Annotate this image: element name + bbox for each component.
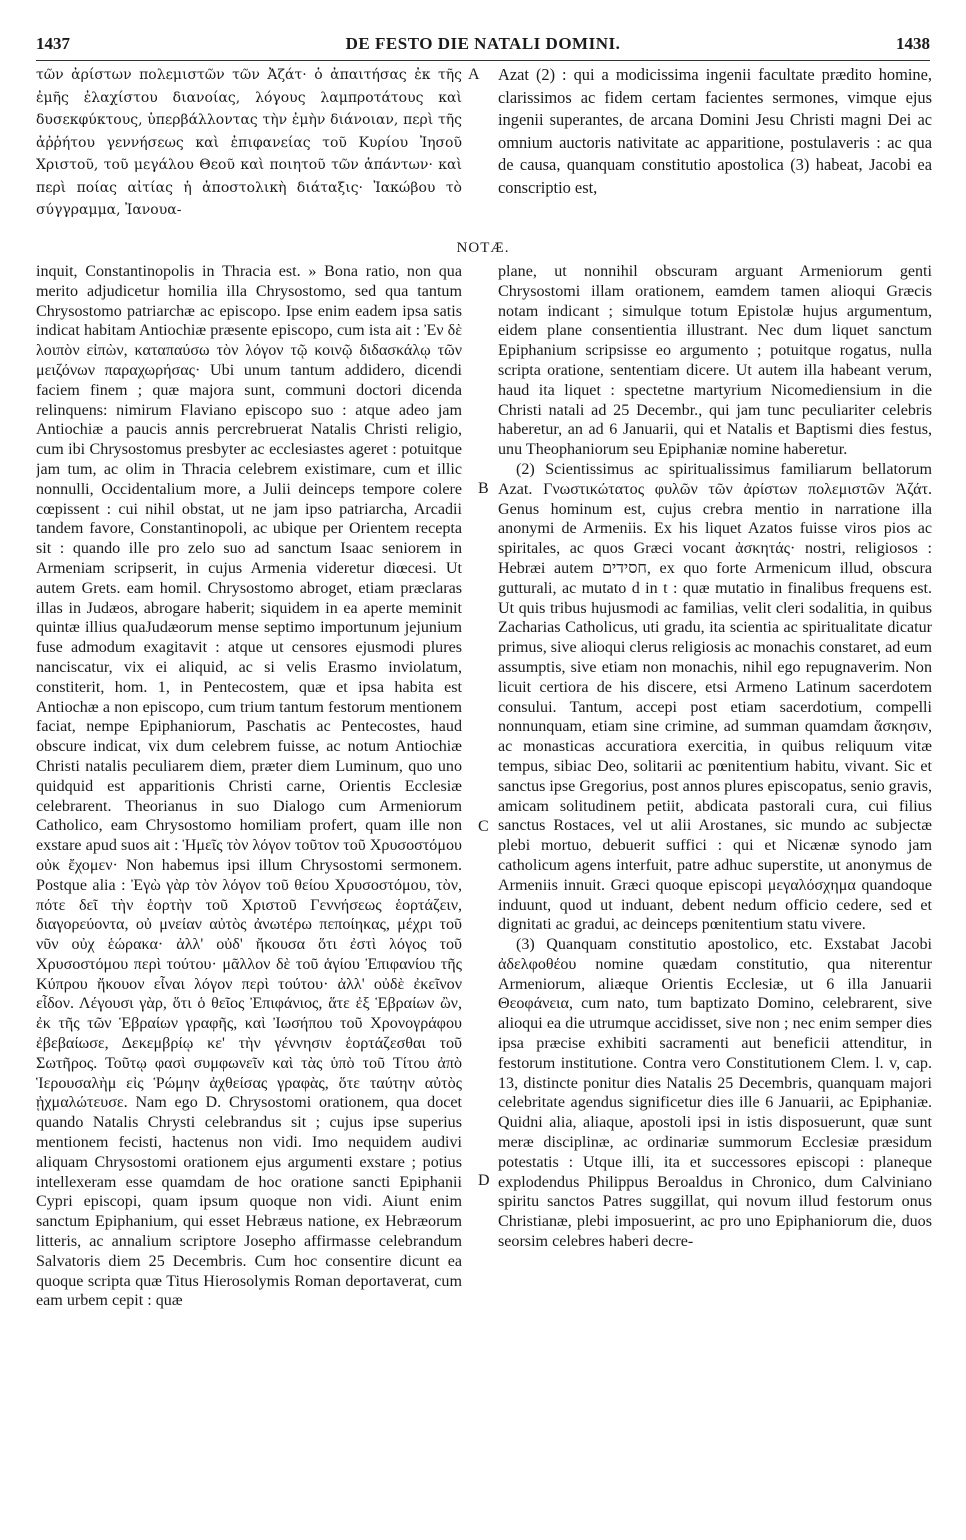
margin-letter-d: D: [478, 1172, 490, 1189]
left-page-number: 1437: [36, 34, 70, 53]
note-paragraph: (3) Quanquam constitutio apostolico, etc. Exstabat Jacobi ἀδελφοθέου nomine quædam constitutio, qua niterentur Armeniorum, aliæque Orientis Ecclesiæ, ut 6 illa Januarii Θεοφάνεια, cum nato, tum baptizato Domino, celebrarent, sive alioqui ea die utrumque accidisset, sive non ; nec enim semper dies ipsa præcise exhibiti sacramenti aut beneficii attenditur, in festorum institutione. Contra vero Constitutionem Clem. l. v, cap. 13, distincte ponitur dies Natalis 25 Decembris, quanquam majori celebritate agendus significetur dies ille 6 Januarii, ac Epiphaniæ. Quidni alia, aliaque, apostoli ipsi in istis disposuerunt, quæ sunt meræ disciplinæ, ac ordinariæ summorum Ecclesiæ præsidum potestatis : Utque illi, ita et successores episcopi : planeque explodendus Philippus Beroaldus in Chronico, dum Calviniano spiritu sanctos Patres suggillat, qui novum illud festorum onus Christianæ, plebi imposuerint, ac pro uno Epiphaniorum die, duos seorsim celebres haberi decre-: [498, 936, 932, 1251]
margin-letter-b: B: [478, 480, 489, 497]
note-paragraph: (2) Scientissimus ac spiritualissimus familiarum bellatorum Azat. Γνωστικώτατος φυλῶν τῶν ἀρίστων πολεμιστῶν Ἀζάτ. Genus hominum est, cujus crebra mentio in narratione illa anonymi de Armeniis. Ex his liquet Azatos fuisse viros pios ac spiritales, ac quos Græci vocant ἀσκητάς· nostri, religiosos : Hebræi autem חסידים, ex quo forte Armenicum illud, obscura gutturali, ac mutato d in t : quæ mutatio in finalibus frequens est. Ut quis tribus hujusmodi ac familias, velit cleri sodalitia, in quibus Zacharias Catholicus, uti gradu, ita scientia ac spiritualitate dicatur primus, sive alioqui clerus religiosis ac monachis constaret, ad eum assumptis, sive etiam non monachis, nihil ego repugnaverim. Non licuit certiora de his discere, etsi Armeno Latinum sacerdotem consului. Tantum, accepi post etiam sacerdotium, compelli nonnunquam, etiam sine crimine, ad summan quamdam ἄσκησιν, ac monasticas accuratiora exercitia, in quibus reliquum vitæ tempus, sibiac Deo, solitarii ac pœnitentium habitu, vivant. Sic et sanctus ipse Gregorius, post annos plures episcopatus, senio gravis, amicam solitudinem petiit, abdicata pastorali cura, cui filius sanctus Rostaces, vel ut alii Arostanes, sic mundo ac subjectæ plebi mortuo, debuerit suffici : qui et Nicænæ synodo jam catholicum agens interfuit, patre adhuc superstite, ut anonymus de Armeniis innuit. Græci quoque episcopi μεγαλόσχημα quandoque induunt, quod ut induant, debent nedum officio cedere, sed et dignitati ac gradui, ac deinceps pœnitentium statu vivere.: [498, 460, 932, 934]
margin-letter-c: C: [478, 818, 489, 835]
running-title: DE FESTO DIE NATALI DOMINI.: [345, 34, 621, 53]
notae-heading: NOTÆ.: [456, 240, 510, 256]
margin-letter-a: A: [468, 66, 480, 83]
note-paragraph: plane, ut nonnihil obscuram arguant Armeniorum genti Chrysostomi illam orationem, eamdem tamen alioqui Græcis notam indicant ; simulque totum Epistolæ hujus argumentum, eidem plane consentientia illustrant. Nec dum liquet sanctum Epiphanium scripsisse eo argumento ; potuitque rogatus, nulla scripta oratione, sententiam dicere. Ut autem illa habeant verum, haud ita liquet : spectetne martyrium Nicomediensium in die Christi natali ad 25 Decembr., qui jam tunc peculiariter celebris haberetur, an ad 6 Januarii, qui et Natalis et Baptismi dies festus, unu Theophaniorum seu Epiphaniæ nomine haberetur.: [498, 263, 932, 459]
latin-translation-column: Azat (2) : qui a modicissima ingenii facultate prædito homine, clarissimos ac fidem certam facientes sermones, vimque ejus ingenii superantes, de arcana Domini Jesu Christi magni Dei ac omnium auctoris nativitate ac apparitione, postulaveris : ac qua de causa, quanquam constitutio apostolica (3) habeat, Jacobi ea conscriptio est,: [498, 65, 932, 197]
header-rule: [36, 60, 930, 61]
notes-left-column: [36, 262, 462, 1514]
note-paragraph: inquit, Constantinopolis in Thracia est. » Bona ratio, non qua merito adjudicetur homilia illa Chrysostomo, sed qua tantum Chrysostomo patriarchæ ac episcopo. Ipse enim eadem ipsa satis indicat habitam Antiochiæ præsente episcopo, cum ista ait : Ἐν δὲ λοιπὸν εἰπὼν, καταπαύσω τὸν λόγον τῷ κοινῷ διδασκάλῳ τῶν μειζόνων παραχωρήσας· Ubi unum tantum addidero, dicendi faciem finem ; quæ majora sunt, communi doctori dicenda relinquens: nimirum Flaviano episcopo suo : atque adeo jam Antiochiæ a paucis annis percrebruerat Natalis Christi religio, cum ibi Chrysostomus presbyter ac ecclesiastes ageret : potuitque jam tum, ac olim in Thracia celebrem existimare, cum et illic nonnulli, Occidentalium more, a Julii deinceps tempore colere cœpissent : cui nihil obstat, ut ne jam ipso patriarcha, Arcadii tandem favore, Constantinopoli, ac ubique per Orientem recepta sit : quando ille pro zelo suo ad sanctum Isaac seniorem in Armeniam scripserit, in cujus Armenia videretur diœcesi. Ut autem Grets. eam homil. Chrysostomo abroget, etiam præclaras illas in Judæos, abrogare haberit; siquidem in ea aperte meminit quintæ illius quaJudæorum mense septimo importunum jejunium fuse admodum exagitavit : atque ut censores ejusmodi plures nanciscatur, vix ei aliquid, ac si velis Erasmo inviolatum, constiterit, hom. 1, in Pentecostem, quæ et ipsa habita est Antiochæ a non episcopo, cum trium tantum festorum mentionem faciat, nempe Epiphaniorum, Paschatis ac Pentecostes, haud obscure indicat, vix dum celebrem fuisse, ac notum Antiochiæ Christi natalis peculiarem diem, præter diem Luminum, quo uno quidquid est apparitionis Christi carne, Orientis Ecclesiæ celebrarent. Theorianus in suo Dialogo cum Armeniorum Catholico, eam Chrysostomo homiliam profert, quam ille non exstare apud suos ait : Ἡμεῖς τὸν λόγον τοῦτον τοῦ Χρυσοστόμου οὐκ ἔχομεν· Non habemus ipsi illum Chrysostomi sermonem. Postque alia : Ἐγὼ γὰρ τὸν λόγον τοῦ θείου Χρυσοστόμου, τὸν, πότε δεῖ τὴν ἑορτὴν τοῦ Χριστοῦ Γεννήσεως ἑορτάζειν, διαγορεύοντα, οὐ μνείαν αὐτὸς ἀνωτέρω πεποίηκας, μέχρι τοῦ νῦν οὐχ ἑώρακα· ἀλλ' οὐδ' ἤκουσα ὅτι ἐστὶ λόγος τοῦ Χρυσοστόμου περὶ τούτου· μᾶλλον δὲ τοῦ ἁγίου Ἐπιφανίου τῆς Κύπρου ἤκουον εἶναι λόγον περὶ τούτου· ἀλλ' οὐδὲ ἐκεῖνον εἶδον. Λέγουσι γὰρ, ὅτι ὁ θεῖος Ἐπιφάνιος, ἅτε ἐξ Ἑβραίων ὢν, ἐκ τῆς τῶν Ἑβραίων γραφῆς, καὶ Ἰωσήπου τοῦ Χρονογράφου ἐβεβαίωσε, Δεκεμβρίῳ κε' τὴν γέννησιν ἑορτάζεσθαι τοῦ Σωτῆρος. Τοῦτῳ φασὶ συμφωνεῖν καὶ τὰς ὑπὸ τοῦ Τίτου ἀπὸ Ἱερουσαλὴμ εἰς Ῥώμην ἀχθείσας γραφὰς, ὅτε ταύτην αὐτὸς ᾐχμαλώτευσε. Nam ego D. Chrysostomi orationem, qua docet quando Natalis Chrysti celebrandus sit ; cujus ipse superius mentionem fecisti, hactenus non vidi. Imo nequidem audivi aliquam Chrysostomi orationem ejus argumenti exstare ; potius intellexeram esse quamdam de hoc oratione sancti Epiphanii Cypri episcopi, quam ipsum quoque non vidi. Aiunt enim sanctum Epiphanium, qui esset Hebræus natione, ex Hebræorum litteris, ac annalium scriptore Josepho affirmasse celebrandum Salvatoris diem 25 Decembris. Cum hoc consentire dicunt ea quoque scripta quæ Titus Hierosolymis Roman deportaverat, cum eam urbem cepit : quæ: [36, 263, 462, 1310]
notes-right-column: [498, 262, 932, 1514]
running-header: [36, 34, 930, 60]
right-page-number: 1438: [896, 34, 930, 53]
greek-text-column: τῶν ἀρίστων πολεμιστῶν τῶν Ἀζάτ· ὁ ἀπαιτήσας ἐκ τῆς ἐμῆς ἐλαχίστου διανοίας, λόγους λαμπροτάτους καὶ δυσεκφύκτους, ὑπερβάλλοντας τὴν ἐμὴν διάνοιαν, περὶ τῆς ἀῤῥήτου γεννήσεως καὶ ἐπιφανείας τοῦ Κυρίου Ἰησοῦ Χριστοῦ, τοῦ μεγάλου Θεοῦ καὶ ποιητοῦ τῶν ἁπάντων· καὶ περὶ ποίας αἰτίας ἡ ἀποστολικὴ διάταξις· Ἰακώβου τὸ σύγγραμμα, Ἰανουα-: [36, 67, 462, 218]
